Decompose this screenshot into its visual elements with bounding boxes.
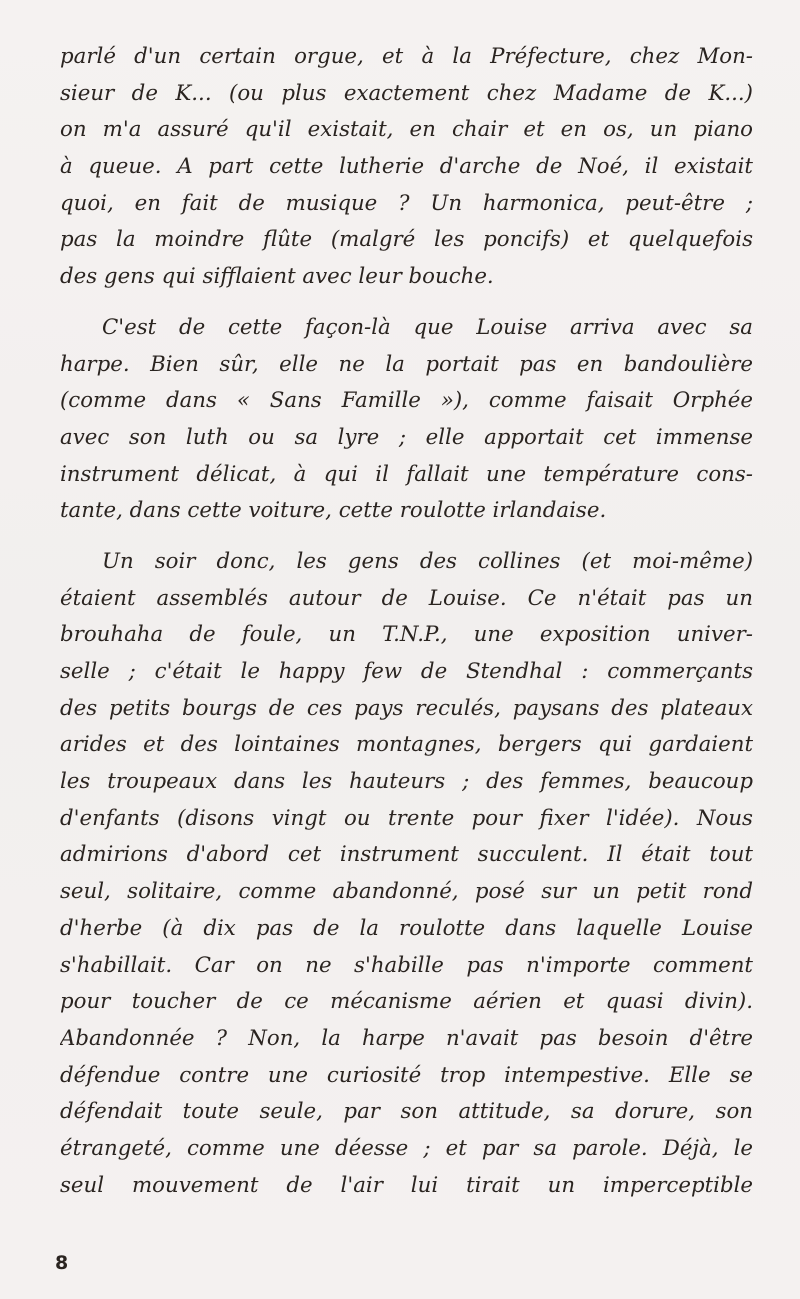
text-line: (comme dans « Sans Famille »), comme faisait Orphée <box>60 388 753 414</box>
paragraph-1 <box>60 39 753 296</box>
text-line: quoi, en fait de musique ? Un harmonica, peut-être ; <box>60 190 753 216</box>
text-line: étrangeté, comme une déesse ; et par sa parole. Déjà, le <box>60 1135 753 1161</box>
paragraph-gap <box>60 530 753 544</box>
text-line: brouhaha de foule, un T.N.P., une exposition univer- <box>60 622 753 648</box>
text-line: s'habillait. Car on ne s'habille pas n'importe comment <box>60 952 753 978</box>
text-line: pas la moindre flûte (malgré les poncifs) et quelquefois <box>60 227 753 253</box>
text-line: admirions d'abord cet instrument succulent. Il était tout <box>60 842 753 868</box>
text-line: tante, dans cette voiture, cette roulotte irlandaise. <box>60 498 607 524</box>
text-line: des gens qui sifflaient avec leur bouche. <box>60 264 494 290</box>
page-number: 8 <box>55 1252 69 1274</box>
text-line: pour toucher de ce mécanisme aérien et quasi divin). <box>60 989 753 1015</box>
text-line: défendue contre une curiosité trop intempestive. Elle se <box>60 1062 753 1088</box>
text-line: seul, solitaire, comme abandonné, posé sur un petit rond <box>60 879 753 905</box>
paragraph-3 <box>60 544 753 1204</box>
text-line: parlé d'un certain orgue, et à la Préfecture, chez Mon- <box>60 44 753 69</box>
text-line: des petits bourgs de ces pays reculés, paysans des plateaux <box>60 695 753 721</box>
paragraph-gap <box>60 296 753 310</box>
text-line: sieur de K... (ou plus exactement chez Madame de K...) <box>60 80 753 106</box>
body-text <box>60 39 753 1204</box>
paragraph-2 <box>60 310 753 530</box>
text-line: Abandonnée ? Non, la harpe n'avait pas besoin d'être <box>60 1025 753 1051</box>
text-line: Un soir donc, les gens des collines (et moi-même) <box>102 548 753 574</box>
text-line: les troupeaux dans les hauteurs ; des femmes, beaucoup <box>60 769 753 795</box>
text-line: d'enfants (disons vingt ou trente pour fixer l'idée). Nous <box>60 805 753 831</box>
text-line: on m'a assuré qu'il existait, en chair et en os, un piano <box>60 117 753 143</box>
text-line: seul mouvement de l'air lui tirait un imperceptible <box>60 1172 753 1198</box>
text-line: étaient assemblés autour de Louise. Ce n'était pas un <box>60 585 753 611</box>
text-line: selle ; c'était le happy few de Stendhal : commerçants <box>60 659 753 684</box>
text-line: instrument délicat, à qui il fallait une température cons- <box>60 461 753 487</box>
text-line: arides et des lointaines montagnes, bergers qui gardaient <box>60 732 753 758</box>
text-line: avec son luth ou sa lyre ; elle apportait cet immense <box>60 424 753 450</box>
text-line: à queue. A part cette lutherie d'arche de Noé, il existait <box>60 154 753 180</box>
text-line: harpe. Bien sûr, elle ne la portait pas en bandoulière <box>60 351 753 377</box>
text-line: C'est de cette façon-là que Louise arriva avec sa <box>102 314 753 340</box>
text-line: défendait toute seule, par son attitude, sa dorure, son <box>60 1099 753 1125</box>
text-line: d'herbe (à dix pas de la roulotte dans laquelle Louise <box>60 915 753 941</box>
